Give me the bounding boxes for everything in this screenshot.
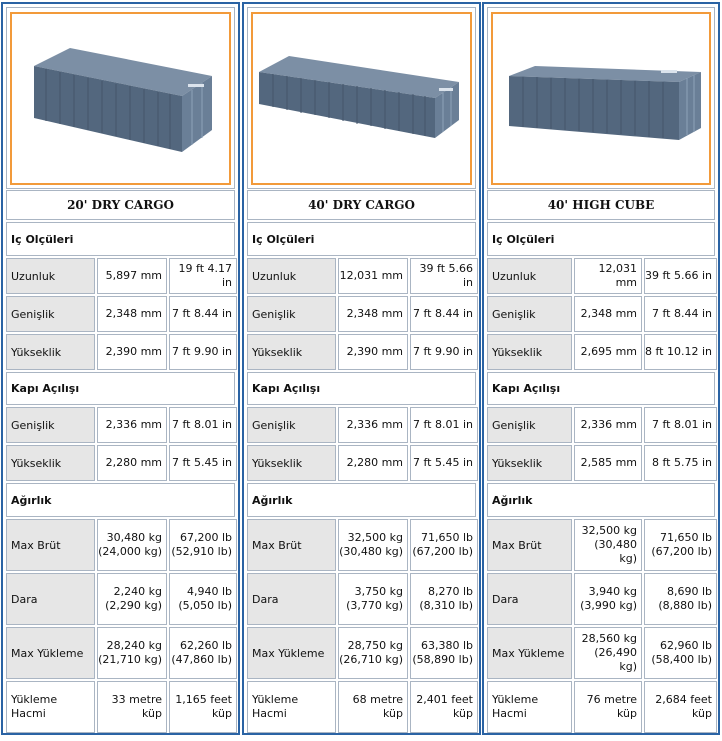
container-image-frame bbox=[251, 12, 472, 185]
value-imperial: 7 ft 9.90 in bbox=[410, 334, 478, 370]
value-metric: 76 metre küp bbox=[574, 681, 642, 733]
value-imperial: 71,650 lb (67,200 lb) bbox=[410, 519, 478, 571]
value-imperial: 8,690 lb (8,880 lb) bbox=[644, 573, 717, 625]
value-metric: 2,240 kg (2,290 kg) bbox=[97, 573, 167, 625]
row-label-height: Yükseklik bbox=[6, 334, 95, 370]
row-label-width: Genişlik bbox=[6, 296, 95, 332]
value-metric: 2,280 mm bbox=[338, 445, 408, 481]
row-label-tare: Dara bbox=[6, 573, 95, 625]
value-metric: 2,280 mm bbox=[97, 445, 167, 481]
section-heading-weight: Ağırlık bbox=[487, 483, 715, 517]
value-metric: 68 metre küp bbox=[338, 681, 408, 733]
value-imperial: 7 ft 8.01 in bbox=[169, 407, 237, 443]
value-metric: 3,750 kg (3,770 kg) bbox=[338, 573, 408, 625]
value-imperial: 7 ft 9.90 in bbox=[169, 334, 237, 370]
row-label-tare: Dara bbox=[487, 573, 572, 625]
value-imperial: 7 ft 8.01 in bbox=[410, 407, 478, 443]
value-imperial: 2,401 feet küp bbox=[410, 681, 478, 733]
row-label-length: Uzunluk bbox=[247, 258, 336, 294]
container-column-40-dry-cargo bbox=[242, 2, 481, 735]
row-label-max-gross: Max Brüt bbox=[6, 519, 95, 571]
row-label-load-volume: Yükleme Hacmi bbox=[6, 681, 95, 733]
row-label-width: Genişlik bbox=[487, 296, 572, 332]
dry-cargo-40ft-container-icon bbox=[253, 14, 475, 184]
section-heading-inner-dimensions: Iç Olçüleri bbox=[487, 222, 715, 256]
row-label-height: Yükseklik bbox=[487, 334, 572, 370]
image-cell bbox=[247, 7, 476, 189]
value-metric: 30,480 kg (24,000 kg) bbox=[97, 519, 167, 571]
row-label-height: Yükseklik bbox=[247, 334, 336, 370]
section-heading-door-opening: Kapı Açılışı bbox=[6, 372, 235, 405]
row-label-max-payload: Max Yükleme bbox=[6, 627, 95, 679]
container-title: 40' DRY CARGO bbox=[247, 190, 476, 220]
value-metric: 3,940 kg (3,990 kg) bbox=[574, 573, 642, 625]
value-metric: 2,336 mm bbox=[97, 407, 167, 443]
value-metric: 33 metre küp bbox=[97, 681, 167, 733]
container-image-frame bbox=[491, 12, 711, 185]
value-imperial: 7 ft 5.45 in bbox=[410, 445, 478, 481]
container-column-20-dry-cargo bbox=[1, 2, 240, 735]
value-metric: 5,897 mm bbox=[97, 258, 167, 294]
row-label-tare: Dara bbox=[247, 573, 336, 625]
value-imperial: 39 ft 5.66 in bbox=[644, 258, 717, 294]
image-cell bbox=[6, 7, 235, 189]
row-label-width: Genişlik bbox=[6, 407, 95, 443]
value-imperial: 7 ft 8.44 in bbox=[169, 296, 237, 332]
value-imperial: 67,200 lb (52,910 lb) bbox=[169, 519, 237, 571]
value-metric: 32,500 kg (30,480 kg) bbox=[574, 519, 642, 571]
row-label-max-gross: Max Brüt bbox=[247, 519, 336, 571]
value-imperial: 39 ft 5.66 in bbox=[410, 258, 478, 294]
row-label-length: Uzunluk bbox=[487, 258, 572, 294]
value-metric: 28,240 kg (21,710 kg) bbox=[97, 627, 167, 679]
container-title: 20' DRY CARGO bbox=[6, 190, 235, 220]
section-heading-inner-dimensions: Iç Olçüleri bbox=[6, 222, 235, 256]
value-metric: 2,695 mm bbox=[574, 334, 642, 370]
image-cell bbox=[487, 7, 715, 189]
value-imperial: 8 ft 10.12 in bbox=[644, 334, 717, 370]
value-imperial: 7 ft 8.44 in bbox=[644, 296, 717, 332]
value-imperial: 1,165 feet küp bbox=[169, 681, 237, 733]
value-metric: 2,348 mm bbox=[574, 296, 642, 332]
value-imperial: 7 ft 5.45 in bbox=[169, 445, 237, 481]
row-label-height: Yükseklik bbox=[6, 445, 95, 481]
value-metric: 2,336 mm bbox=[574, 407, 642, 443]
value-imperial: 62,960 lb (58,400 lb) bbox=[644, 627, 717, 679]
row-label-length: Uzunluk bbox=[6, 258, 95, 294]
value-metric: 2,348 mm bbox=[338, 296, 408, 332]
value-imperial: 8,270 lb (8,310 lb) bbox=[410, 573, 478, 625]
value-imperial: 62,260 lb (47,860 lb) bbox=[169, 627, 237, 679]
container-column-40-high-cube bbox=[482, 2, 720, 735]
value-metric: 2,390 mm bbox=[338, 334, 408, 370]
value-metric: 2,348 mm bbox=[97, 296, 167, 332]
value-metric: 12,031 mm bbox=[338, 258, 408, 294]
value-metric: 2,390 mm bbox=[97, 334, 167, 370]
section-heading-door-opening: Kapı Açılışı bbox=[487, 372, 715, 405]
container-image-frame bbox=[10, 12, 231, 185]
value-imperial: 71,650 lb (67,200 lb) bbox=[644, 519, 717, 571]
row-label-width: Genişlik bbox=[487, 407, 572, 443]
value-imperial: 4,940 lb (5,050 lb) bbox=[169, 573, 237, 625]
value-metric: 28,750 kg (26,710 kg) bbox=[338, 627, 408, 679]
section-heading-weight: Ağırlık bbox=[247, 483, 476, 517]
value-metric: 28,560 kg (26,490 kg) bbox=[574, 627, 642, 679]
value-metric: 2,336 mm bbox=[338, 407, 408, 443]
value-imperial: 7 ft 8.44 in bbox=[410, 296, 478, 332]
value-metric: 12,031 mm bbox=[574, 258, 642, 294]
value-imperial: 8 ft 5.75 in bbox=[644, 445, 717, 481]
high-cube-40ft-container-icon bbox=[493, 14, 715, 184]
row-label-width: Genişlik bbox=[247, 296, 336, 332]
row-label-max-gross: Max Brüt bbox=[487, 519, 572, 571]
row-label-load-volume: Yükleme Hacmi bbox=[487, 681, 572, 733]
row-label-height: Yükseklik bbox=[487, 445, 572, 481]
section-heading-weight: Ağırlık bbox=[6, 483, 235, 517]
section-heading-door-opening: Kapı Açılışı bbox=[247, 372, 476, 405]
row-label-max-payload: Max Yükleme bbox=[487, 627, 572, 679]
value-imperial: 7 ft 8.01 in bbox=[644, 407, 717, 443]
row-label-width: Genişlik bbox=[247, 407, 336, 443]
value-metric: 32,500 kg (30,480 kg) bbox=[338, 519, 408, 571]
container-title: 40' HIGH CUBE bbox=[487, 190, 715, 220]
value-imperial: 19 ft 4.17 in bbox=[169, 258, 237, 294]
row-label-load-volume: Yükleme Hacmi bbox=[247, 681, 336, 733]
row-label-height: Yükseklik bbox=[247, 445, 336, 481]
section-heading-inner-dimensions: Iç Olçüleri bbox=[247, 222, 476, 256]
value-metric: 2,585 mm bbox=[574, 445, 642, 481]
value-imperial: 63,380 lb (58,890 lb) bbox=[410, 627, 478, 679]
value-imperial: 2,684 feet küp bbox=[644, 681, 717, 733]
dry-cargo-20ft-container-icon bbox=[12, 14, 234, 184]
row-label-max-payload: Max Yükleme bbox=[247, 627, 336, 679]
